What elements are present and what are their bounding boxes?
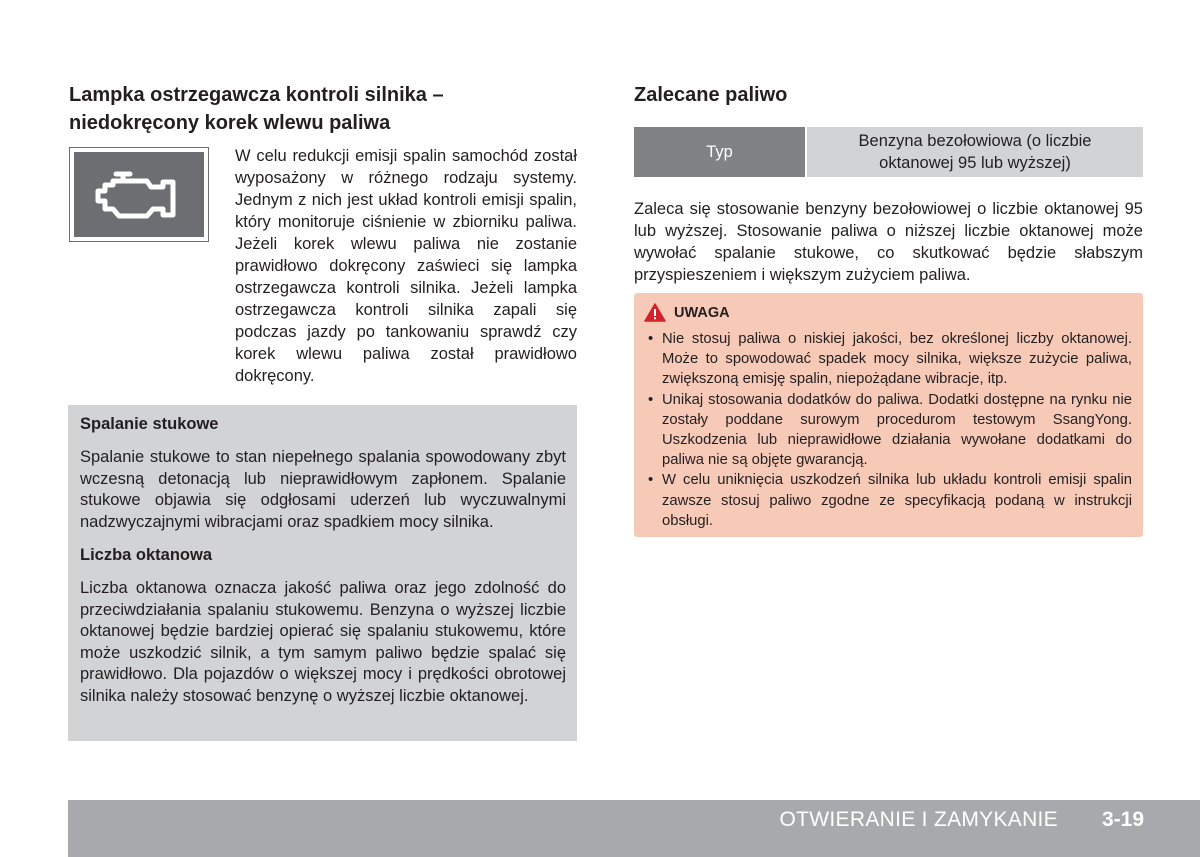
knock-heading: Spalanie stukowe [80, 415, 219, 433]
page-number: 3-19 [1101, 808, 1144, 831]
section-title-line-2: niedokręcony korek wlewu paliwa [69, 112, 391, 134]
section-title-check-engine [69, 81, 589, 137]
fuel-recommendation-text: Zaleca się stosowanie benzyny bezołowiowej o liczbie oktanowej 95 lub wyższej. Stosowanie paliwa o niższej liczbie oktanowej może wywołać spalanie stukowe, co skutkować będzie słabszym przyspieszeniem i większym zużyciem paliwa. [634, 200, 1143, 284]
section-title-recommended-fuel: Zalecane paliwo [634, 84, 788, 106]
caution-list [648, 329, 1132, 531]
fuel-type-value-line-1: Benzyna bezołowiowa (o liczbie [858, 132, 1092, 150]
bullet-icon: • [648, 472, 654, 489]
caution-label: UWAGA [674, 304, 730, 321]
section-title-line-1: Lampka ostrzegawcza kontroli silnika – [69, 84, 444, 106]
bullet-icon: • [648, 391, 654, 408]
caution-header [644, 303, 730, 322]
caution-item [648, 470, 1132, 531]
fuel-spec-table [634, 127, 1143, 177]
check-engine-icon-graphic [89, 165, 189, 225]
caution-item-text: W celu uniknięcia uszkodzeń silnika lub układu kontroli emisji spalin zawsze stosuj paliwo zgodne ze specyfikacją podaną w instrukcji obsługi. [662, 472, 1132, 529]
page-footer [68, 800, 1200, 857]
info-box-knock-octane [68, 405, 577, 741]
bullet-icon: • [648, 331, 654, 347]
footer-section-title: OTWIERANIE I ZAMYKANIE [779, 808, 1058, 831]
fuel-type-value [807, 127, 1143, 177]
caution-item [648, 329, 1132, 390]
octane-heading: Liczba oktanowa [80, 546, 213, 564]
knock-text: Spalanie stukowe to stan niepełnego spalania spowodowany zbyt wczesną detonacją lub nieprawidłowym zapłonem. Spalanie stukowe objawia się odgłosami uderzeń lub wyczuwalnymi nadzwyczajnymi wibracjami oraz spadkiem mocy silnika. [80, 448, 566, 531]
fuel-type-label: Typ [634, 127, 805, 177]
octane-text: Liczba oktanowa oznacza jakość paliwa oraz jego zdolność do przeciwdziałania spalaniu stukowemu. Benzyna o wyższej liczbie oktanowej będzie bardziej opierać się spalaniu stukowemu, które może uszkodzić silnik, a tym samym paliwo będzie spalać się prawidłowo. Dla pojazdów o większej mocy i prędkości obrotowej silnika należy stosować benzynę o wyższej liczbie oktanowej. [80, 579, 566, 705]
check-engine-icon [74, 152, 204, 237]
caution-item-text: Unikaj stosowania dodatków do paliwa. Dodatki dostępne na rynku nie zostały poddane surowym procedurom testowym SsangYong. Uszkodzenia lub nieprawidłowe działania wywołane dodatkami do paliwa nie są objęte gwarancją. [662, 391, 1132, 469]
caution-box [634, 293, 1143, 537]
check-engine-icon-frame [69, 147, 209, 242]
check-engine-description: W celu redukcji emisji spalin samochód został wyposażony w różnego rodzaju systemy. Jednym z nich jest układ kontroli emisji spalin, który monitoruje ciśnienie w zbiorniku paliwa. Jeżeli korek wlewu paliwa nie zostanie prawidłowo dokręcony zaświeci się lampka ostrzegawcza kontroli silnika. Jeżeli lampka ostrzegawcza kontroli silnika zapali się podczas jazdy po tankowaniu sprawdź czy korek wlewu paliwa został prawidłowo dokręcony. [235, 147, 577, 385]
warning-triangle-icon [644, 303, 666, 322]
caution-item-text: Nie stosuj paliwa o niskiej jakości, bez określonej liczby oktanowej. Może to spowodować spadek mocy silnika, większe zużycie paliwa, zwiększoną emisję spalin, niepożądane wibracje, itp. [662, 331, 1132, 388]
fuel-type-value-line-2: oktanowej 95 lub wyższej) [879, 154, 1071, 172]
caution-item [648, 390, 1132, 471]
